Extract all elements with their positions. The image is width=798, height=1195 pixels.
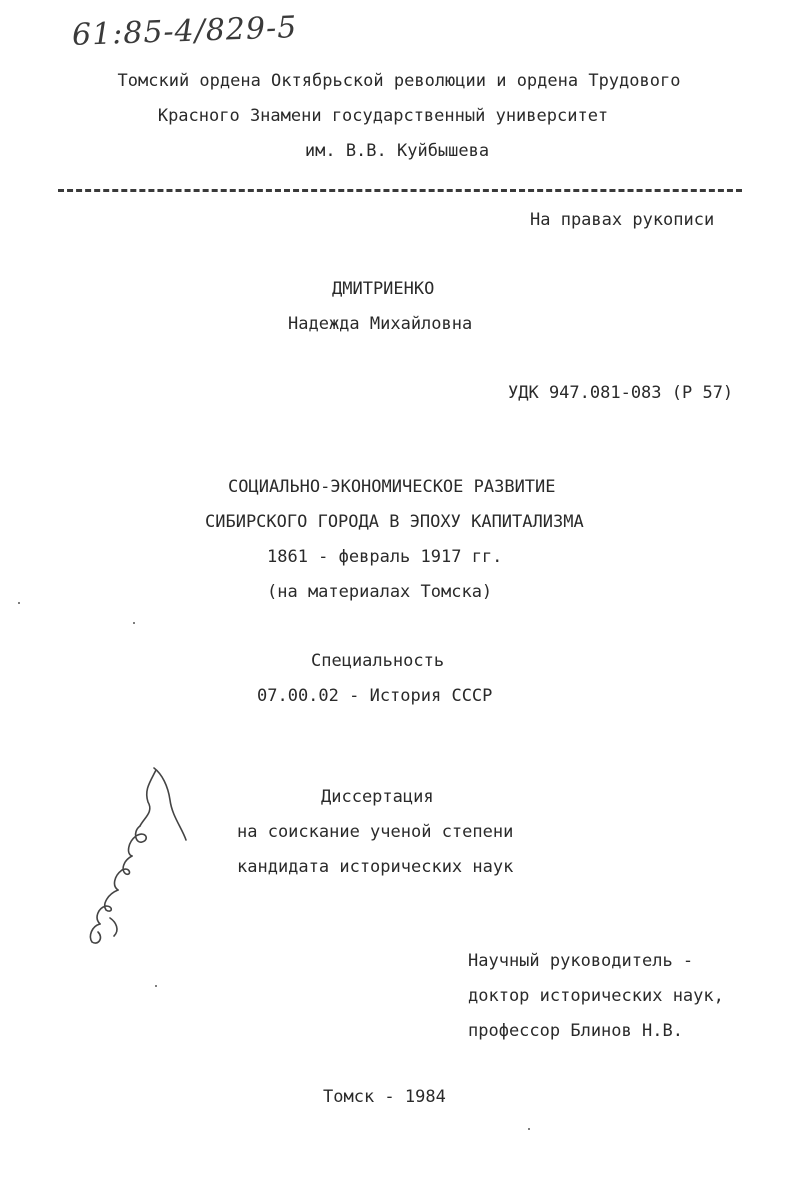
scan-speck: [18, 602, 20, 604]
archive-number: 61:85-4/829-5: [71, 10, 298, 53]
title-line-1: СОЦИАЛЬНО-ЭКОНОМИЧЕСКОЕ РАЗВИТИЕ: [228, 477, 556, 497]
title-line-4: (на материалах Томска): [267, 582, 493, 602]
dissertation-line-3: кандидата исторических наук: [237, 857, 514, 877]
institution-line-1: Томский ордена Октябрьской революции и ордена Трудового: [117, 71, 681, 91]
scan-speck: [528, 1128, 530, 1130]
supervisor-line-1: Научный руководитель -: [468, 951, 694, 971]
udc-code: УДК 947.081-083 (Р 57): [508, 383, 734, 403]
dissertation-line-2: на соискание ученой степени: [237, 822, 514, 842]
header-divider: [58, 189, 742, 192]
manuscript-note: На правах рукописи: [530, 210, 715, 230]
author-given-names: Надежда Михайловна: [288, 314, 473, 334]
specialty-label: Специальность: [311, 651, 445, 671]
scan-speck: [155, 985, 157, 987]
handwritten-signature: [70, 760, 200, 950]
institution-line-2: Красного Знамени государственный университет: [157, 106, 609, 126]
dissertation-line-1: Диссертация: [321, 787, 434, 807]
place-year: Томск - 1984: [323, 1087, 446, 1107]
title-line-2: СИБИРСКОГО ГОРОДА В ЭПОХУ КАПИТАЛИЗМА: [205, 512, 584, 532]
supervisor-line-2: доктор исторических наук,: [468, 986, 724, 1006]
supervisor-line-3: профессор Блинов Н.В.: [468, 1021, 683, 1041]
author-surname: ДМИТРИЕНКО: [332, 279, 435, 299]
scan-speck: [133, 622, 135, 624]
specialty-value: 07.00.02 - История СССР: [257, 686, 493, 706]
title-line-3: 1861 - февраль 1917 гг.: [267, 547, 503, 567]
institution-line-3: им. В.В. Куйбышева: [304, 141, 490, 161]
